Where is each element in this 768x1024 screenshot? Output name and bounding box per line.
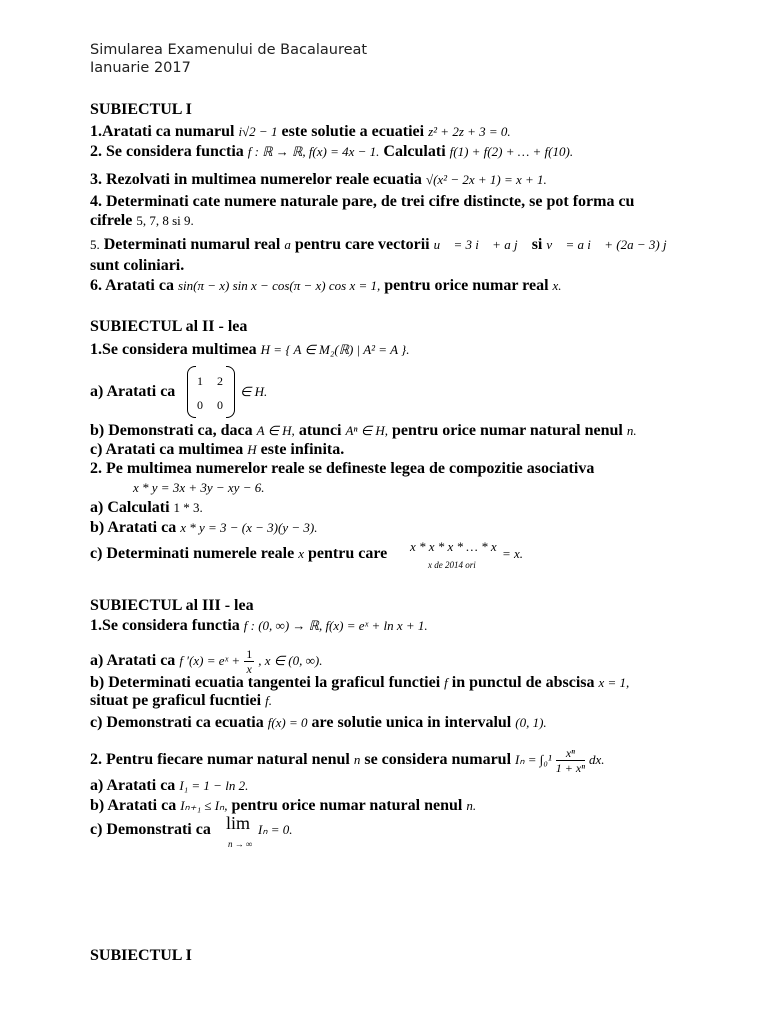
s3-problem-1b: b) Determinati ecuatia tangentei la graficul functiei f in punctul de abscisa x = 1, <box>90 674 630 691</box>
s2-problem-1c: c) Aratati ca multimea H este infinita. <box>90 441 345 458</box>
s2-problem-2c-underbrace: x de 2014 ori <box>428 560 476 570</box>
s1-problem-4-line-2: cifrele 5, 7, 8 si 9. <box>90 212 194 229</box>
s3-problem-1: 1.Se considera functia f : (0, ∞) → ℝ, f(x) = eˣ + ln x + 1. <box>90 617 428 634</box>
s2-problem-1b: b) Demonstrati ca, daca A ∈ H, atunci Aⁿ ∈ H, pentru orice numar natural nenul n. <box>90 422 637 439</box>
matrix-right-bracket <box>226 366 235 418</box>
section-1-title: SUBIECTUL I <box>90 101 192 118</box>
matrix-cell: 0 <box>217 398 223 412</box>
s2-problem-2c: c) Determinati numerele reale x pentru care <box>90 545 388 562</box>
s3-problem-1a: a) Aratati ca f ′(x) = eˣ + $\frac{1}{x}$ , x ∈ (0, ∞). <box>90 647 323 676</box>
s3-problem-2a: a) Aratati ca I₁ = 1 − ln 2. <box>90 777 249 794</box>
s3-problem-2b: b) Aratati ca Iₙ₊₁ ≤ Iₙ, pentru orice numar natural nenul n. <box>90 797 477 814</box>
s1-problem-1: 1.Aratati ca numarul i√2 − 1 este solutie a ecuatiei z² + 2z + 3 = 0. <box>90 123 511 140</box>
s3-problem-2c-expression: Iₙ = 0. <box>258 822 293 837</box>
s2-problem-2c-equals: = x. <box>502 546 524 561</box>
header-line-1: Simularea Examenului de Bacalaureat <box>90 42 368 58</box>
s1-problem-5: 5. Determinati numarul real a pentru care vectorii u⃗ = 3 i⃗ + a j⃗ si v⃗ = a i⃗ + (2a − 3) j⃗ <box>90 236 677 253</box>
s3-problem-1b-line-2: situat pe graficul fucntiei f. <box>90 692 272 709</box>
s1-problem-2: 2. Se considera functia f : ℝ → ℝ, f(x) = 4x − 1. Calculati f(1) + f(2) + … + f(10). <box>90 143 574 160</box>
next-page-section-title: SUBIECTUL I <box>90 947 192 964</box>
s2-problem-2: 2. Pe multimea numerelor reale se defineste legea de compozitie asociativa <box>90 460 595 477</box>
matrix-cell: 1 <box>197 374 203 388</box>
fraction: $\frac{1}{x}$ <box>246 647 253 676</box>
s2-problem-1a: a) Aratati ca <box>90 383 176 400</box>
header-line-2: Ianuarie 2017 <box>90 60 191 76</box>
matrix-cell: 0 <box>197 398 203 412</box>
matrix <box>187 366 235 418</box>
s1-problem-6: 6. Aratati ca sin(π − x) sin x − cos(π − x) cos x = 1, pentru orice numar real x. <box>90 277 562 294</box>
section-2-title: SUBIECTUL al II - lea <box>90 318 248 335</box>
s1-problem-4: 4. Determinati cate numere naturale pare, de trei cifre distincte, se pot forma cu <box>90 193 635 210</box>
s2-problem-2-law: x * y = 3x + 3y − xy − 6. <box>133 480 265 495</box>
s1-problem-3: 3. Rezolvati in multimea numerelor reale ecuatia √(x² − 2x + 1) = x + 1. <box>90 171 547 188</box>
limit-subscript: n → ∞ <box>228 839 253 849</box>
s3-problem-2c: c) Demonstrati ca <box>90 821 211 838</box>
s3-problem-1c: c) Demonstrati ca ecuatia f(x) = 0 are solutie unica in intervalul (0, 1). <box>90 714 547 731</box>
s2-problem-2a: a) Calculati 1 * 3. <box>90 499 203 516</box>
matrix-cell: 2 <box>217 374 223 388</box>
matrix-left-bracket <box>187 366 196 418</box>
limit-symbol: lim <box>226 813 251 833</box>
s2-problem-1: 1.Se considera multimea H = { A ∈ M₂(ℝ) | A² = A }. <box>90 341 410 358</box>
s2-problem-2c-expression: x * x * x * … * x <box>410 539 497 554</box>
s2-problem-1a-member: ∈ H. <box>240 384 268 399</box>
s2-problem-2b: b) Aratati ca x * y = 3 − (x − 3)(y − 3). <box>90 519 318 536</box>
s3-problem-2: 2. Pentru fiecare numar natural nenul n se considera numarul Iₙ = ∫₀¹ $\frac{\text{xⁿ}}{\text{1 + xⁿ}}$ dx. <box>90 746 605 775</box>
fraction: $\frac{\text{xⁿ}}{\text{1 + xⁿ}}$ <box>555 746 585 775</box>
section-3-title: SUBIECTUL al III - lea <box>90 597 254 614</box>
s1-problem-5-line-2: sunt coliniari. <box>90 257 185 274</box>
